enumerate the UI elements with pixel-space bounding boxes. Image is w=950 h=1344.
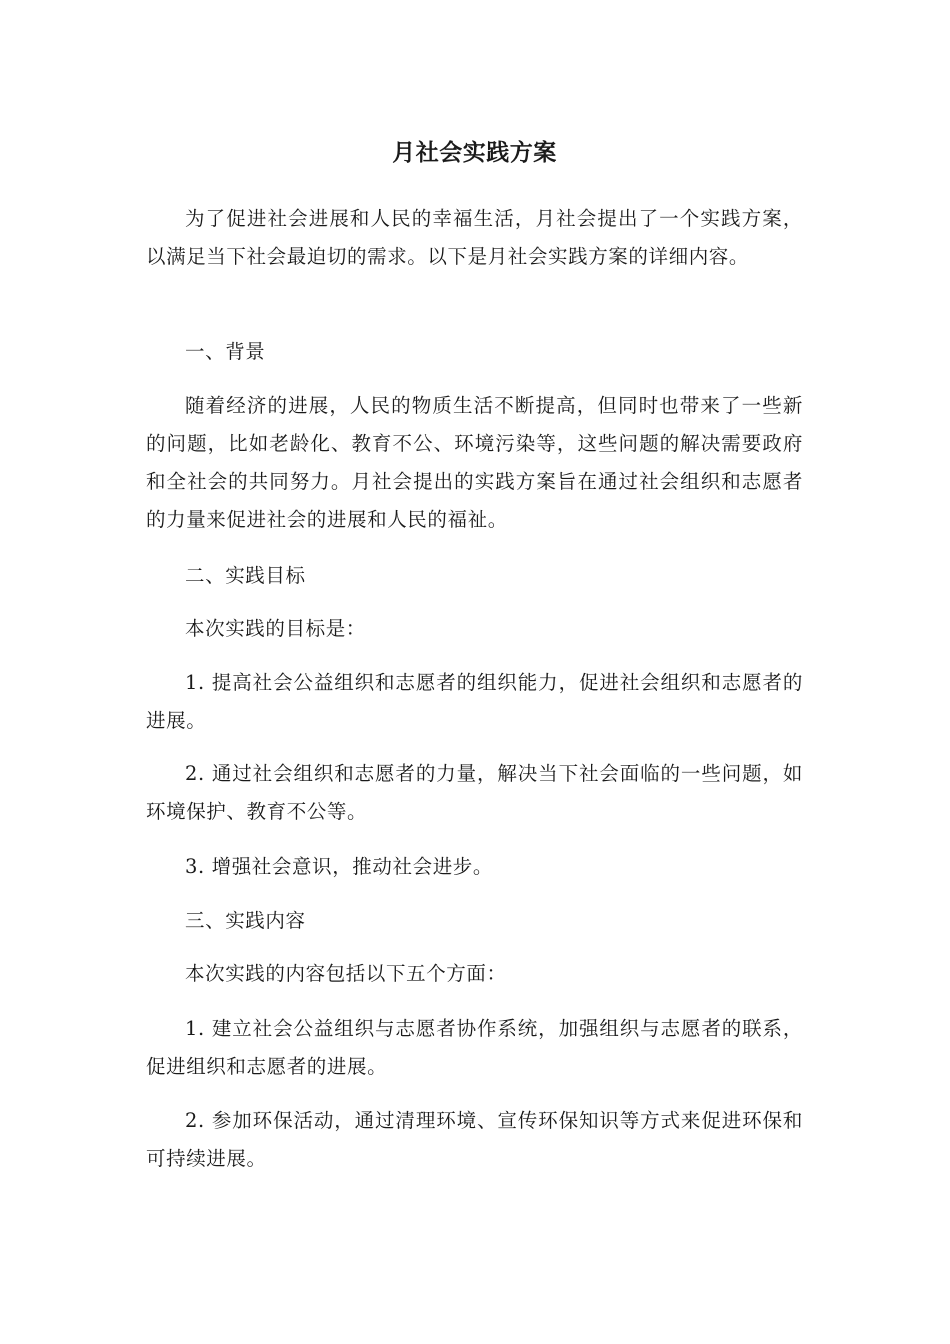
- document-title: 月社会实践方案: [392, 140, 557, 166]
- content-item-1: 1. 建立社会公益组织与志愿者协作系统，加强组织与志愿者的联系，促进组织和志愿者的进展。: [146, 1017, 803, 1078]
- content-item-2: 2. 参加环保活动，通过清理环境、宣传环保知识等方式来促进环保和可持续进展。: [146, 1109, 803, 1170]
- section-heading-content: 三、实践内容: [185, 909, 306, 932]
- background-paragraph: 随着经济的进展，人民的物质生活不断提高，但同时也带来了一些新的问题，比如老龄化、教育不公、环境污染等，这些问题的解决需要政府和全社会的共同努力。月社会提出的实践方案旨在通过社会组织和志愿者的力量来促进社会的进展和人民的福祉。: [146, 394, 803, 531]
- intro-paragraph: 为了促进社会进展和人民的幸福生活，月社会提出了一个实践方案，以满足当下社会最迫切的需求。以下是月社会实践方案的详细内容。: [146, 207, 803, 268]
- content-intro-paragraph: 本次实践的内容包括以下五个方面：: [185, 962, 507, 985]
- section-heading-background: 一、背景: [185, 340, 266, 363]
- goals-intro-paragraph: 本次实践的目标是：: [185, 617, 366, 640]
- goal-item-1: 1. 提高社会公益组织和志愿者的组织能力，促进社会组织和志愿者的进展。: [146, 671, 803, 732]
- goal-item-3: 3. 增强社会意识，推动社会进步。: [185, 855, 494, 878]
- goal-item-2: 2. 通过社会组织和志愿者的力量，解决当下社会面临的一些问题，如环境保护、教育不公等。: [146, 762, 803, 823]
- section-heading-goals: 二、实践目标: [185, 564, 306, 587]
